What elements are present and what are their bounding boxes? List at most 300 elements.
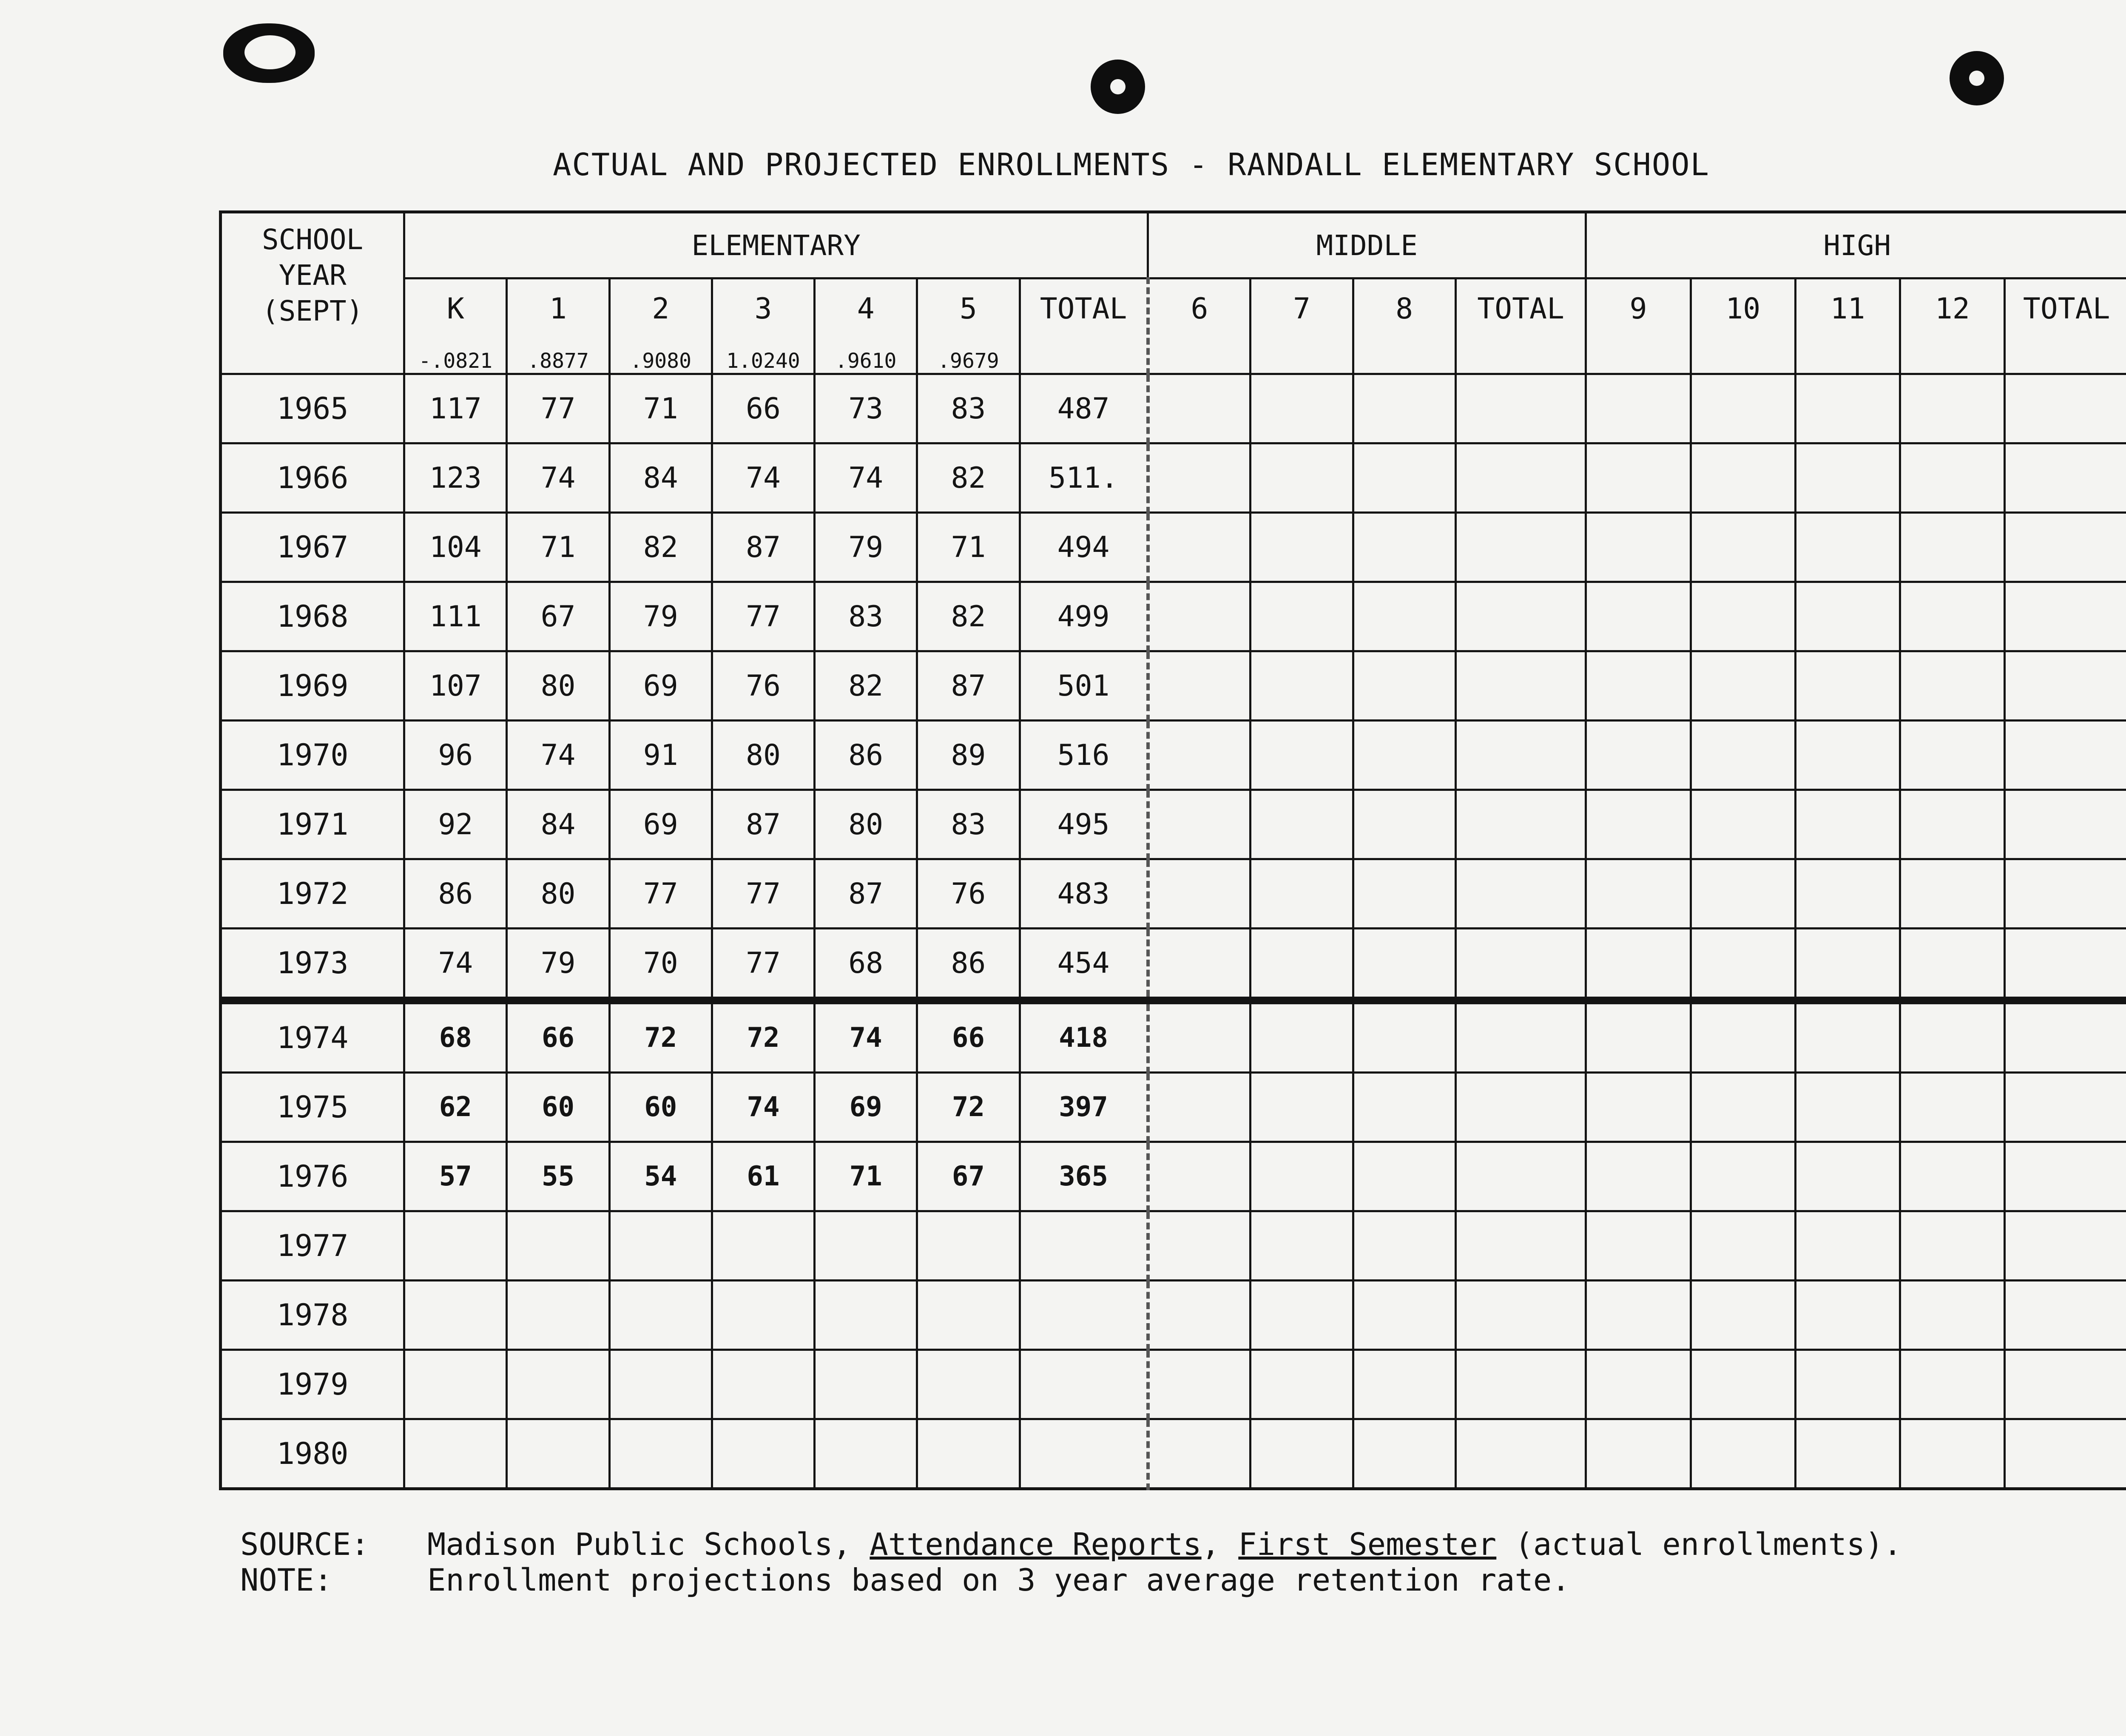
table-row: [221, 859, 2126, 929]
retention-rate: .9080: [630, 349, 691, 373]
empty-cell: [1586, 1142, 1691, 1211]
empty-cell: [1353, 721, 1455, 790]
elementary-total-cell: [1020, 1350, 1148, 1419]
empty-cell: [2005, 443, 2126, 513]
enrollment-cell: [712, 1281, 814, 1350]
year-cell: 1967: [221, 513, 404, 582]
enrollment-cell: 60: [609, 1073, 712, 1142]
high-grade-header: [2005, 278, 2126, 374]
empty-cell: [1795, 1073, 1900, 1142]
year-cell: 1970: [221, 721, 404, 790]
grade-label: 6: [1191, 292, 1208, 326]
enrollment-cell: 87: [917, 651, 1020, 721]
elementary-grade-header: [1020, 278, 1148, 374]
enrollment-cell: 74: [404, 929, 507, 1001]
empty-cell: [1251, 1142, 1353, 1211]
enrollment-cell: 76: [917, 859, 1020, 929]
empty-cell: [1795, 790, 1900, 859]
empty-cell: [1691, 443, 1795, 513]
binder-hole-middle: [1091, 60, 1145, 114]
binder-hole-left: [223, 23, 315, 83]
enrollment-cell: 92: [404, 790, 507, 859]
high-group-header: HIGH: [1586, 212, 2126, 278]
table-row: [221, 582, 2126, 651]
enrollment-cell: 71: [609, 374, 712, 443]
grade-label: 1: [549, 292, 567, 326]
year-cell: 1971: [221, 790, 404, 859]
empty-cell: [1353, 1281, 1455, 1350]
empty-cell: [1795, 1000, 1900, 1073]
empty-cell: [1353, 1350, 1455, 1419]
empty-cell: [1251, 721, 1353, 790]
elementary-total-cell: [1020, 1211, 1148, 1281]
enrollment-cell: 83: [815, 582, 917, 651]
enrollment-cell: 86: [917, 929, 1020, 1001]
middle-grade-header: [1251, 278, 1353, 374]
empty-cell: [1353, 582, 1455, 651]
empty-cell: [1900, 929, 2005, 1001]
enrollment-cell: [815, 1281, 917, 1350]
elementary-total-cell: [1020, 1419, 1148, 1489]
enrollment-cell: 61: [712, 1142, 814, 1211]
elementary-grade-header: [404, 278, 507, 374]
empty-cell: [1455, 790, 1586, 859]
empty-cell: [1795, 929, 1900, 1001]
retention-rate: .8877: [527, 349, 589, 373]
empty-cell: [1795, 1211, 1900, 1281]
grade-label: 12: [1935, 292, 1970, 326]
high-grade-header: [1900, 278, 2005, 374]
enrollment-cell: 80: [507, 859, 609, 929]
enrollment-cell: [609, 1281, 712, 1350]
empty-cell: [1691, 929, 1795, 1001]
table-row: [221, 1142, 2126, 1211]
year-cell: 1979: [221, 1350, 404, 1419]
empty-cell: [1586, 1073, 1691, 1142]
table-row: [221, 1281, 2126, 1350]
empty-cell: [2005, 1000, 2126, 1073]
grade-label: 10: [1725, 292, 1761, 326]
source-text-report: Attendance Reports: [870, 1526, 1202, 1562]
empty-cell: [1900, 1211, 2005, 1281]
empty-cell: [1691, 1211, 1795, 1281]
empty-cell: [1251, 790, 1353, 859]
enrollment-cell: 68: [404, 1000, 507, 1073]
table-row: [221, 1211, 2126, 1281]
enrollment-cell: 74: [507, 721, 609, 790]
middle-group-header: MIDDLE: [1148, 212, 1586, 278]
table-row: [221, 929, 2126, 1001]
empty-cell: [1353, 859, 1455, 929]
empty-cell: [1900, 1000, 2005, 1073]
empty-cell: [2005, 1073, 2126, 1142]
empty-cell: [1455, 929, 1586, 1001]
enrollment-cell: 87: [712, 790, 814, 859]
table-row: [221, 443, 2126, 513]
enrollment-cell: 67: [507, 582, 609, 651]
empty-cell: [1900, 582, 2005, 651]
source-text-semester: First Semester: [1238, 1526, 1497, 1562]
empty-cell: [1691, 721, 1795, 790]
elementary-total-cell: 494: [1020, 513, 1148, 582]
year-cell: 1977: [221, 1211, 404, 1281]
enrollment-cell: 62: [404, 1073, 507, 1142]
enrollment-cell: 82: [917, 443, 1020, 513]
enrollment-cell: 66: [507, 1000, 609, 1073]
note-text: Enrollment projections based on 3 year average retention rate.: [427, 1562, 1570, 1598]
empty-cell: [1148, 1350, 1251, 1419]
header-grade-row: [221, 278, 2126, 374]
empty-cell: [1148, 1211, 1251, 1281]
empty-cell: [1251, 1211, 1353, 1281]
page-title: ACTUAL AND PROJECTED ENROLLMENTS - RANDALL ELEMENTARY SCHOOL: [553, 147, 1710, 182]
empty-cell: [1353, 443, 1455, 513]
empty-cell: [1586, 1350, 1691, 1419]
enrollment-cell: 86: [815, 721, 917, 790]
enrollment-cell: 84: [507, 790, 609, 859]
table-row: [221, 1000, 2126, 1073]
retention-rate: -.0821: [418, 349, 492, 373]
empty-cell: [1251, 859, 1353, 929]
empty-cell: [1455, 1350, 1586, 1419]
empty-cell: [1900, 721, 2005, 790]
empty-cell: [1251, 929, 1353, 1001]
enrollment-cell: 77: [712, 929, 814, 1001]
elementary-total-cell: [1020, 1281, 1148, 1350]
empty-cell: [1900, 651, 2005, 721]
empty-cell: [1353, 651, 1455, 721]
empty-cell: [1691, 790, 1795, 859]
enrollment-cell: 79: [815, 513, 917, 582]
table-row: [221, 651, 2126, 721]
empty-cell: [1691, 513, 1795, 582]
enrollment-cell: 77: [712, 859, 814, 929]
enrollment-cell: 72: [609, 1000, 712, 1073]
empty-cell: [2005, 929, 2126, 1001]
enrollment-cell: 74: [815, 443, 917, 513]
year-cell: 1968: [221, 582, 404, 651]
note-label: NOTE:: [240, 1562, 333, 1598]
enrollment-cell: [815, 1211, 917, 1281]
enrollment-cell: [609, 1211, 712, 1281]
enrollment-cell: [404, 1281, 507, 1350]
empty-cell: [1900, 1142, 2005, 1211]
empty-cell: [1586, 859, 1691, 929]
empty-cell: [1353, 790, 1455, 859]
enrollment-cell: 76: [712, 651, 814, 721]
enrollment-cell: 83: [917, 374, 1020, 443]
elementary-grade-header: [507, 278, 609, 374]
empty-cell: [1455, 1073, 1586, 1142]
empty-cell: [1795, 374, 1900, 443]
elementary-grade-header: [917, 278, 1020, 374]
enrollment-cell: 123: [404, 443, 507, 513]
year-cell: 1973: [221, 929, 404, 1001]
elementary-total-cell: 487: [1020, 374, 1148, 443]
empty-cell: [1691, 1350, 1795, 1419]
enrollment-cell: 68: [815, 929, 917, 1001]
grade-label: 3: [754, 292, 772, 326]
enrollment-cell: 74: [712, 443, 814, 513]
enrollment-cell: 111: [404, 582, 507, 651]
empty-cell: [1148, 582, 1251, 651]
empty-cell: [1148, 1142, 1251, 1211]
empty-cell: [1795, 582, 1900, 651]
enrollment-cell: 84: [609, 443, 712, 513]
enrollment-cell: 80: [815, 790, 917, 859]
enrollment-cell: [712, 1211, 814, 1281]
enrollment-cell: [609, 1350, 712, 1419]
empty-cell: [1251, 443, 1353, 513]
grade-label: 11: [1830, 292, 1865, 326]
table-row: [221, 374, 2126, 443]
empty-cell: [1691, 1281, 1795, 1350]
enrollment-cell: 71: [917, 513, 1020, 582]
source-line: [240, 1526, 1902, 1562]
elementary-group-header: ELEMENTARY: [404, 212, 1148, 278]
empty-cell: [1586, 374, 1691, 443]
empty-cell: [1455, 1419, 1586, 1489]
empty-cell: [2005, 513, 2126, 582]
enrollment-cell: 77: [507, 374, 609, 443]
empty-cell: [2005, 1350, 2126, 1419]
enrollment-cell: 82: [609, 513, 712, 582]
elementary-total-cell: 495: [1020, 790, 1148, 859]
table-row: [221, 1350, 2126, 1419]
enrollment-cell: 79: [609, 582, 712, 651]
empty-cell: [1148, 1073, 1251, 1142]
empty-cell: [1586, 721, 1691, 790]
empty-cell: [1795, 651, 1900, 721]
empty-cell: [1148, 443, 1251, 513]
year-cell: 1974: [221, 1000, 404, 1073]
year-cell: 1976: [221, 1142, 404, 1211]
empty-cell: [2005, 1142, 2126, 1211]
elementary-total-cell: 501: [1020, 651, 1148, 721]
grade-label: TOTAL: [1040, 292, 1127, 326]
enrollment-cell: 66: [712, 374, 814, 443]
empty-cell: [2005, 859, 2126, 929]
year-cell: 1975: [221, 1073, 404, 1142]
empty-cell: [1251, 374, 1353, 443]
empty-cell: [2005, 374, 2126, 443]
empty-cell: [1586, 1419, 1691, 1489]
source-text-comma: ,: [1201, 1526, 1220, 1562]
enrollment-cell: 82: [917, 582, 1020, 651]
enrollment-cell: 79: [507, 929, 609, 1001]
empty-cell: [1251, 582, 1353, 651]
empty-cell: [1251, 513, 1353, 582]
enrollment-cell: [404, 1350, 507, 1419]
empty-cell: [1900, 1419, 2005, 1489]
enrollment-cell: [507, 1419, 609, 1489]
elementary-total-cell: 516: [1020, 721, 1148, 790]
enrollment-cell: 60: [507, 1073, 609, 1142]
enrollment-cell: 96: [404, 721, 507, 790]
table-row: [221, 790, 2126, 859]
enrollment-cell: 66: [917, 1000, 1020, 1073]
empty-cell: [1455, 1281, 1586, 1350]
enrollment-cell: 71: [815, 1142, 917, 1211]
enrollment-cell: 117: [404, 374, 507, 443]
empty-cell: [1900, 859, 2005, 929]
grade-label: 8: [1396, 292, 1413, 326]
empty-cell: [1455, 443, 1586, 513]
enrollment-cell: 67: [917, 1142, 1020, 1211]
middle-grade-header: [1148, 278, 1251, 374]
table-row: [221, 721, 2126, 790]
grade-label: 2: [652, 292, 670, 326]
retention-rate: .9610: [835, 349, 897, 373]
enrollment-cell: 86: [404, 859, 507, 929]
high-grade-header: [1691, 278, 1795, 374]
enrollment-cell: 107: [404, 651, 507, 721]
enrollment-table: [219, 210, 2126, 1490]
enrollment-cell: 74: [507, 443, 609, 513]
empty-cell: [1353, 1000, 1455, 1073]
empty-cell: [1691, 1000, 1795, 1073]
empty-cell: [1353, 1073, 1455, 1142]
empty-cell: [1691, 859, 1795, 929]
elementary-total-cell: 511.: [1020, 443, 1148, 513]
empty-cell: [1795, 721, 1900, 790]
empty-cell: [1586, 443, 1691, 513]
empty-cell: [1586, 582, 1691, 651]
empty-cell: [1148, 721, 1251, 790]
enrollment-cell: [815, 1350, 917, 1419]
high-grade-header: [1795, 278, 1900, 374]
enrollment-cell: [917, 1281, 1020, 1350]
table-row: [221, 1073, 2126, 1142]
empty-cell: [2005, 1281, 2126, 1350]
empty-cell: [1795, 1281, 1900, 1350]
elementary-total-cell: 499: [1020, 582, 1148, 651]
grade-label: 7: [1293, 292, 1310, 326]
empty-cell: [1353, 374, 1455, 443]
elementary-total-cell: 418: [1020, 1000, 1148, 1073]
empty-cell: [1795, 859, 1900, 929]
elementary-total-cell: 397: [1020, 1073, 1148, 1142]
enrollment-cell: [404, 1211, 507, 1281]
empty-cell: [1900, 513, 2005, 582]
empty-cell: [1148, 859, 1251, 929]
enrollment-cell: [404, 1419, 507, 1489]
empty-cell: [1691, 374, 1795, 443]
empty-cell: [1251, 1000, 1353, 1073]
empty-cell: [1455, 582, 1586, 651]
empty-cell: [1586, 513, 1691, 582]
empty-cell: [1586, 929, 1691, 1001]
year-cell: 1966: [221, 443, 404, 513]
empty-cell: [1455, 1000, 1586, 1073]
empty-cell: [1353, 1419, 1455, 1489]
enrollment-cell: 73: [815, 374, 917, 443]
enrollment-cell: 69: [609, 651, 712, 721]
middle-grade-header: [1455, 278, 1586, 374]
elementary-grade-header: [712, 278, 814, 374]
empty-cell: [1148, 929, 1251, 1001]
source-label: SOURCE:: [240, 1526, 369, 1562]
empty-cell: [1353, 929, 1455, 1001]
empty-cell: [1900, 1350, 2005, 1419]
empty-cell: [1691, 1073, 1795, 1142]
empty-cell: [1900, 1281, 2005, 1350]
empty-cell: [1251, 1350, 1353, 1419]
empty-cell: [1900, 1073, 2005, 1142]
enrollment-cell: 91: [609, 721, 712, 790]
enrollment-cell: 55: [507, 1142, 609, 1211]
enrollment-cell: 77: [712, 582, 814, 651]
enrollment-cell: [917, 1350, 1020, 1419]
empty-cell: [1795, 1142, 1900, 1211]
empty-cell: [2005, 651, 2126, 721]
empty-cell: [1353, 1142, 1455, 1211]
table-body: [221, 374, 2126, 1489]
empty-cell: [1586, 1211, 1691, 1281]
year-cell: 1965: [221, 374, 404, 443]
enrollment-cell: 69: [815, 1073, 917, 1142]
footer: [240, 1526, 1902, 1598]
empty-cell: [1148, 790, 1251, 859]
source-text-actual: (actual enrollments).: [1515, 1526, 1902, 1562]
binder-hole-right: [1950, 51, 2004, 105]
enrollment-cell: [815, 1419, 917, 1489]
empty-cell: [1455, 513, 1586, 582]
note-line: [240, 1562, 1902, 1598]
empty-cell: [1251, 1281, 1353, 1350]
empty-cell: [1455, 859, 1586, 929]
empty-cell: [1900, 374, 2005, 443]
empty-cell: [1455, 1211, 1586, 1281]
enrollment-cell: [917, 1419, 1020, 1489]
empty-cell: [1691, 651, 1795, 721]
enrollment-cell: 82: [815, 651, 917, 721]
elementary-grade-header: [815, 278, 917, 374]
enrollment-cell: 83: [917, 790, 1020, 859]
table-row: [221, 513, 2126, 582]
empty-cell: [1251, 651, 1353, 721]
enrollment-cell: [712, 1419, 814, 1489]
empty-cell: [2005, 721, 2126, 790]
school-year-header: SCHOOL YEAR (SEPT): [221, 212, 404, 374]
enrollment-cell: 72: [917, 1073, 1020, 1142]
enrollment-cell: [712, 1350, 814, 1419]
empty-cell: [1795, 1419, 1900, 1489]
source-text-publisher: Madison Public Schools,: [427, 1526, 851, 1562]
enrollment-cell: [917, 1211, 1020, 1281]
enrollment-cell: 74: [712, 1073, 814, 1142]
empty-cell: [1691, 1419, 1795, 1489]
empty-cell: [2005, 790, 2126, 859]
enrollment-cell: 57: [404, 1142, 507, 1211]
empty-cell: [1148, 1000, 1251, 1073]
year-cell: 1972: [221, 859, 404, 929]
grade-label: TOTAL: [2023, 292, 2110, 326]
enrollment-cell: 70: [609, 929, 712, 1001]
empty-cell: [1691, 582, 1795, 651]
empty-cell: [2005, 1211, 2126, 1281]
enrollment-cell: [507, 1350, 609, 1419]
empty-cell: [1148, 1419, 1251, 1489]
empty-cell: [1148, 513, 1251, 582]
header-group-row: [221, 212, 2126, 278]
empty-cell: [1586, 1281, 1691, 1350]
empty-cell: [1455, 374, 1586, 443]
empty-cell: [1455, 721, 1586, 790]
empty-cell: [1795, 513, 1900, 582]
elementary-total-cell: 454: [1020, 929, 1148, 1001]
enrollment-cell: [507, 1211, 609, 1281]
